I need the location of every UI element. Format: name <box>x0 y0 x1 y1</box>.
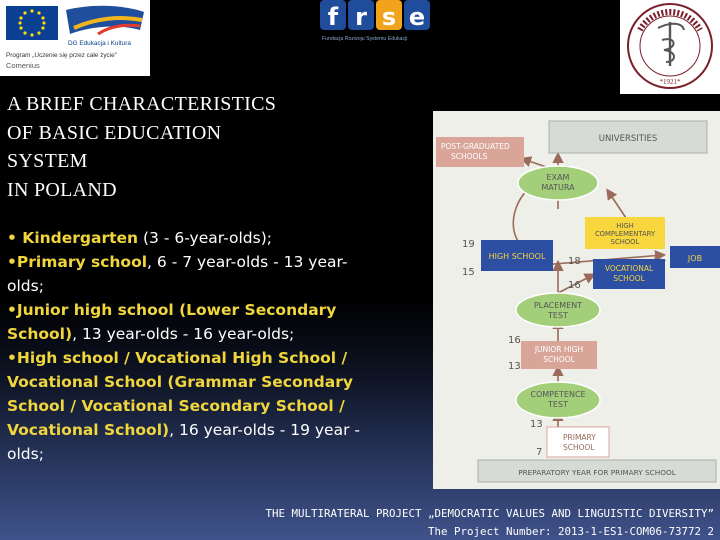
post-graduated-label: POST-GRADUATED <box>441 142 510 151</box>
eu-program-text: Program „Uczenie się przez całe życie” <box>6 52 117 59</box>
frse-letter-s: s <box>381 3 397 31</box>
age-label-13: 13 <box>508 361 521 372</box>
high-complementary-label: HIGH <box>616 222 634 230</box>
age-label-15: 15 <box>462 267 475 278</box>
education-system-diagram <box>433 111 720 489</box>
placement-test-label: TEST <box>548 311 568 320</box>
age-label-16: 16 <box>568 280 581 291</box>
age-label-19: 19 <box>462 239 475 250</box>
title-line: A BRIEF CHARACTERISTICS <box>7 93 277 115</box>
preparatory-year-label: PREPARATORY YEAR FOR PRIMARY SCHOOL <box>518 468 676 477</box>
high-school-label: HIGH SCHOOL <box>488 252 546 261</box>
high-complementary-label: COMPLEMENTARY <box>594 230 656 238</box>
school-year-text: *1921* <box>659 78 681 86</box>
footer-project-number: The Project Number: 2013-1-ES1-COM06-73772 2 <box>427 525 714 538</box>
bullet-high-school: •High school / Vocational High School / Vocational School (Grammar Secondary School / Vocational Secondary School / Vocational School), 16 year-olds - 19 year -olds; <box>7 349 360 463</box>
footer-project-title: THE MULTIRATERAL PROJECT „DEMOCRATIC VALUES AND LINGUISTIC DIVERSITY” <box>265 507 714 520</box>
title-line: SYSTEM <box>7 150 88 172</box>
title-line: OF BASIC EDUCATION <box>7 121 222 144</box>
competence-test-label: COMPETENCE <box>530 390 586 399</box>
primary-school-label: PRIMARY <box>563 433 596 442</box>
bullet-junior-high-school: •Junior high school (Lower Secondary School), 13 year-olds - 16 year-olds; <box>7 301 337 343</box>
job-label: JOB <box>687 254 703 263</box>
exam-matura-label: EXAM <box>546 173 570 182</box>
slide-title <box>7 90 367 204</box>
competence-test-label: TEST <box>548 400 568 409</box>
age-label-18: 18 <box>568 256 581 267</box>
bullet-kindergarten: • Kindergarten (3 - 6-year-olds); <box>7 229 272 247</box>
eu-comenius-logo <box>0 0 150 76</box>
eu-dg-text: DG Edukacja i Kultura <box>68 40 131 47</box>
frse-letter-f: f <box>327 3 339 31</box>
junior-high-label: SCHOOL <box>543 355 575 364</box>
primary-school-label: SCHOOL <box>563 443 595 452</box>
vocational-school-label: VOCATIONAL <box>604 264 654 273</box>
age-label-16: 16 <box>508 335 521 346</box>
frse-letter-e: e <box>408 3 426 31</box>
age-label-13: 13 <box>530 419 543 430</box>
age-label-7: 7 <box>536 447 543 458</box>
arrow-line <box>608 191 628 221</box>
vocational-school-label: SCHOOL <box>613 274 645 283</box>
placement-test-label: PLACEMENT <box>533 301 583 310</box>
frse-letter-r: r <box>355 3 367 31</box>
exam-matura-label: MATURA <box>541 183 575 192</box>
frse-subtitle: Fundacja Rozwoju Systemu Edukacji <box>322 36 408 42</box>
title-line: IN POLAND <box>7 178 117 201</box>
bullet-primary-school: •Primary school, 6 - 7 year-olds - 13 year-olds; <box>7 253 348 295</box>
high-complementary-label: SCHOOL <box>610 238 640 246</box>
universities-label: UNIVERSITIES <box>598 134 658 144</box>
bullet-list <box>7 226 362 466</box>
school-seal-logo <box>620 0 720 94</box>
junior-high-label: JUNIOR HIGH <box>534 345 584 354</box>
eu-comenius-text: Comenius <box>6 61 40 70</box>
post-graduated-label: SCHOOLS <box>451 152 488 161</box>
frse-logo <box>318 0 440 46</box>
